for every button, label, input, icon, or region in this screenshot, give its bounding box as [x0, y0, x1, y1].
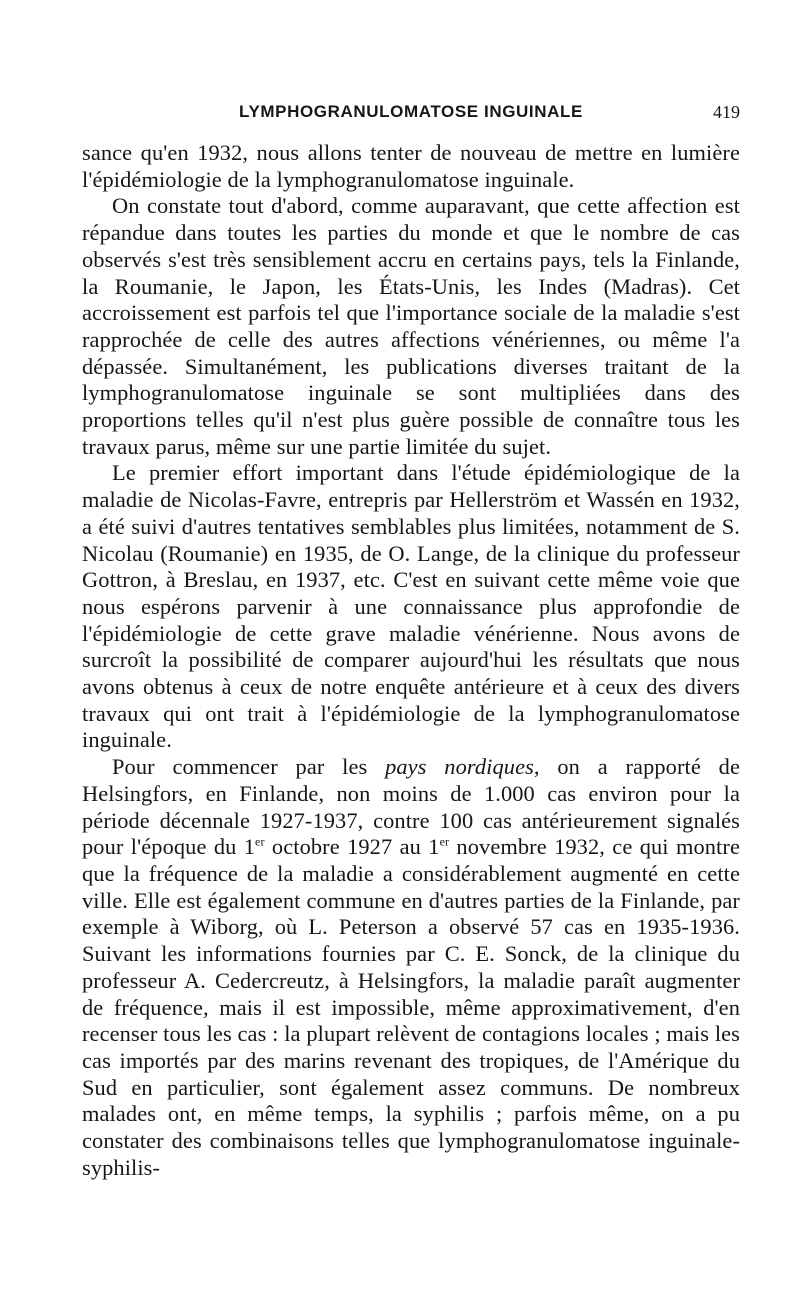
paragraph-4-part-a: , on a rapporté de Helsingfors, en Finlande, non moins de 1.000 cas environ pour la période décennale 1927-1937, contre 100 cas antérieurement signalés pour l'époque du 1 — [82, 754, 740, 860]
paragraph-4-intro: Pour commencer par les — [112, 754, 386, 780]
page-number: 419 — [713, 102, 740, 122]
paragraph-3: Le premier effort important dans l'étude épidémiologique de la maladie de Nicolas-Favre, entrepris par Hellerström et Wassén en 1932, a été suivi d'autres tentatives semblables plus limitées, notamment de S. Nicolau (Roumanie) en 1935, de O. Lange, de la clinique du professeur Gottron, à Breslau, en 1937, etc. C'est en suivant cette même voie que nous espérons parvenir à une connaissance plus approfondie de l'épidémiologie de cette grave maladie vénérienne. Nous avons de surcroît la possibilité de comparer aujourd'hui les résultats que nous avons obtenus à ceux de notre enquête antérieure et à ceux des divers travaux qui ont trait à l'épidémiologie de la lymphogranulomatose inguinale. — [82, 460, 740, 753]
paragraph-4-part-b: octobre 1927 au 1 — [264, 834, 440, 860]
paragraph-2: On constate tout d'abord, comme auparavant, que cette affection est répandue dans toutes les parties du monde et que le nombre de cas observés s'est très sensiblement accru en certains pays, tels la Finlande, la Roumanie, le Japon, les États-Unis, les Indes (Madras). Cet accroissement est parfois tel que l'importance sociale de la maladie s'est rapprochée de celle des autres affections vénériennes, ou même l'a dépassée. Simultanément, les publications diverses traitant de la lymphogranulomatose inguinale se sont multipliées dans des proportions telles qu'il n'est plus guère possible de connaître tous les travaux parus, même sur une partie limitée du sujet. — [82, 193, 740, 459]
superscript-2: er — [439, 834, 450, 849]
body-text — [82, 140, 740, 1181]
superscript-1: er — [255, 834, 265, 849]
paragraph-4 — [82, 754, 740, 1181]
running-title: LYMPHOGRANULOMATOSE INGUINALE — [239, 102, 583, 121]
paragraph-1: sance qu'en 1932, nous allons tenter de nouveau de mettre en lumière l'épidémiologie de la lymphogranulomatose inguinale. — [82, 140, 740, 192]
paragraph-4-italic: pays nordiques — [385, 754, 534, 780]
page-header — [82, 102, 740, 126]
paragraph-4-part-c: novembre 1932, ce qui montre que la fréquence de la maladie a considérablement augmenté en cette ville. Elle est également commune en d'autres parties de la Finlande, par exemple à Wiborg, où L. Peterson a observé 57 cas en 1935-1936. Suivant les informations fournies par C. E. Sonck, de la clinique du professeur A. Cedercreutz, à Helsingfors, la maladie paraît augmenter de fréquence, mais il est impossible, même approximativement, d'en recenser tous les cas : la plupart relèvent de contagions locales ; mais les cas importés par des marins revenant des tropiques, de l'Amérique du Sud en particulier, sont également assez communs. De nombreux malades ont, en même temps, la syphilis ; parfois même, on a pu constater des combinaisons telles que lymphogranulomatose inguinale-syphilis- — [82, 834, 740, 1180]
